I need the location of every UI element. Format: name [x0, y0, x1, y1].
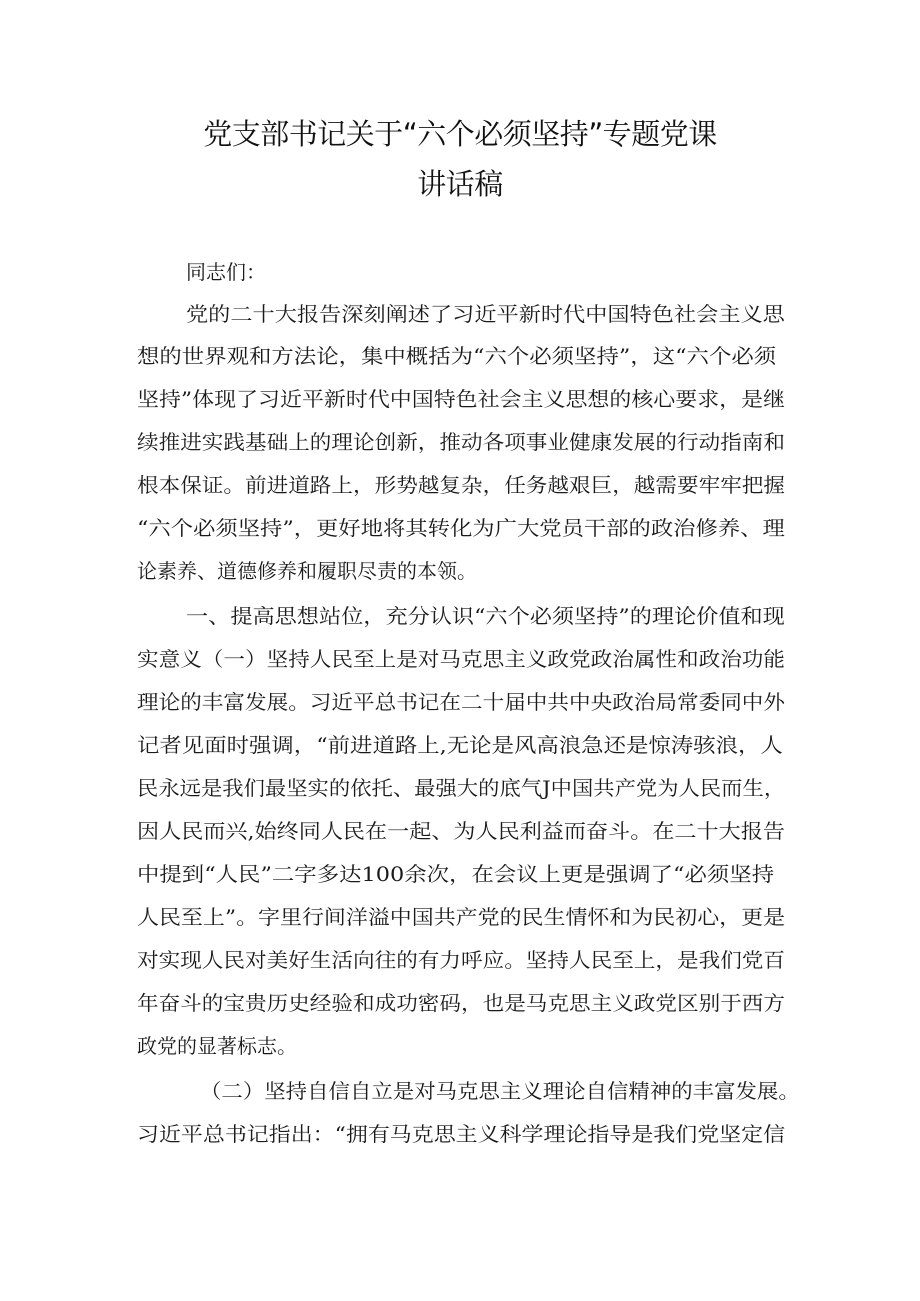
body-line: 年奋斗的宝贵历史经验和成功密码，也是马克思主义政党区别于西方 — [137, 991, 785, 1015]
body-line: 政党的显著标志。 — [137, 1034, 297, 1058]
body-line: 续推进实践基础上的理论创新，推动各项事业健康发展的行动指南和 — [137, 430, 785, 454]
section-heading-1: 一、提高思想站位，充分认识“六个必须坚持”的理论价值和现 — [186, 604, 785, 628]
body-line: 记者见面时强调，“前进道路上,无论是风高浪急还是惊涛骇浪，人 — [137, 733, 783, 757]
salutation: 同志们： — [186, 260, 266, 284]
document-title-line-1: 党支部书记关于“六个必须坚持”专题党课 — [203, 117, 717, 151]
body-line: 习近平总书记指出：“拥有马克思主义科学理论指导是我们党坚定信 — [137, 1122, 786, 1146]
body-line: 中提到“人民”二字多达100余次，在会议上更是强调了“必须坚持 — [137, 862, 775, 886]
body-line: 党的二十大报告深刻阐述了习近平新时代中国特色社会主义思 — [186, 302, 785, 326]
body-line: 因人民而兴,始终同人民在一起、为人民利益而奋斗。在二十大报告 — [137, 819, 785, 843]
body-line: 坚持”体现了习近平新时代中国特色社会主义思想的核心要求，是继 — [137, 387, 786, 411]
body-line: “六个必须坚持”，更好地将其转化为广大党员干部的政治修养、理 — [137, 516, 785, 540]
document-title-line-2: 讲话稿 — [417, 167, 503, 201]
body-line: 民永远是我们最坚实的依托、最强大的底气J中国共产党为人民而生， — [137, 776, 786, 800]
subsection-heading-2: （二）坚持自信自立是对马克思主义理论自信精神的丰富发展。 — [200, 1079, 800, 1103]
body-line: 论素养、道德修养和履职尽责的本领。 — [137, 559, 477, 583]
body-line: 根本保证。前进道路上，形势越复杂，任务越艰巨，越需要牢牢把握 — [137, 473, 785, 497]
body-line: 实意义（一）坚持人民至上是对马克思主义政党政治属性和政治功能 — [137, 647, 785, 671]
body-line: 理论的丰富发展。习近平总书记在二十届中共中央政治局常委同中外 — [137, 690, 785, 714]
body-line: 对实现人民对美好生活向往的有力呼应。坚持人民至上，是我们党百 — [137, 948, 785, 972]
body-line: 想的世界观和方法论，集中概括为“六个必须坚持”，这“六个必须 — [137, 344, 777, 368]
body-line: 人民至上”。字里行间洋溢中国共产党的民生情怀和为民初心，更是 — [137, 905, 786, 929]
